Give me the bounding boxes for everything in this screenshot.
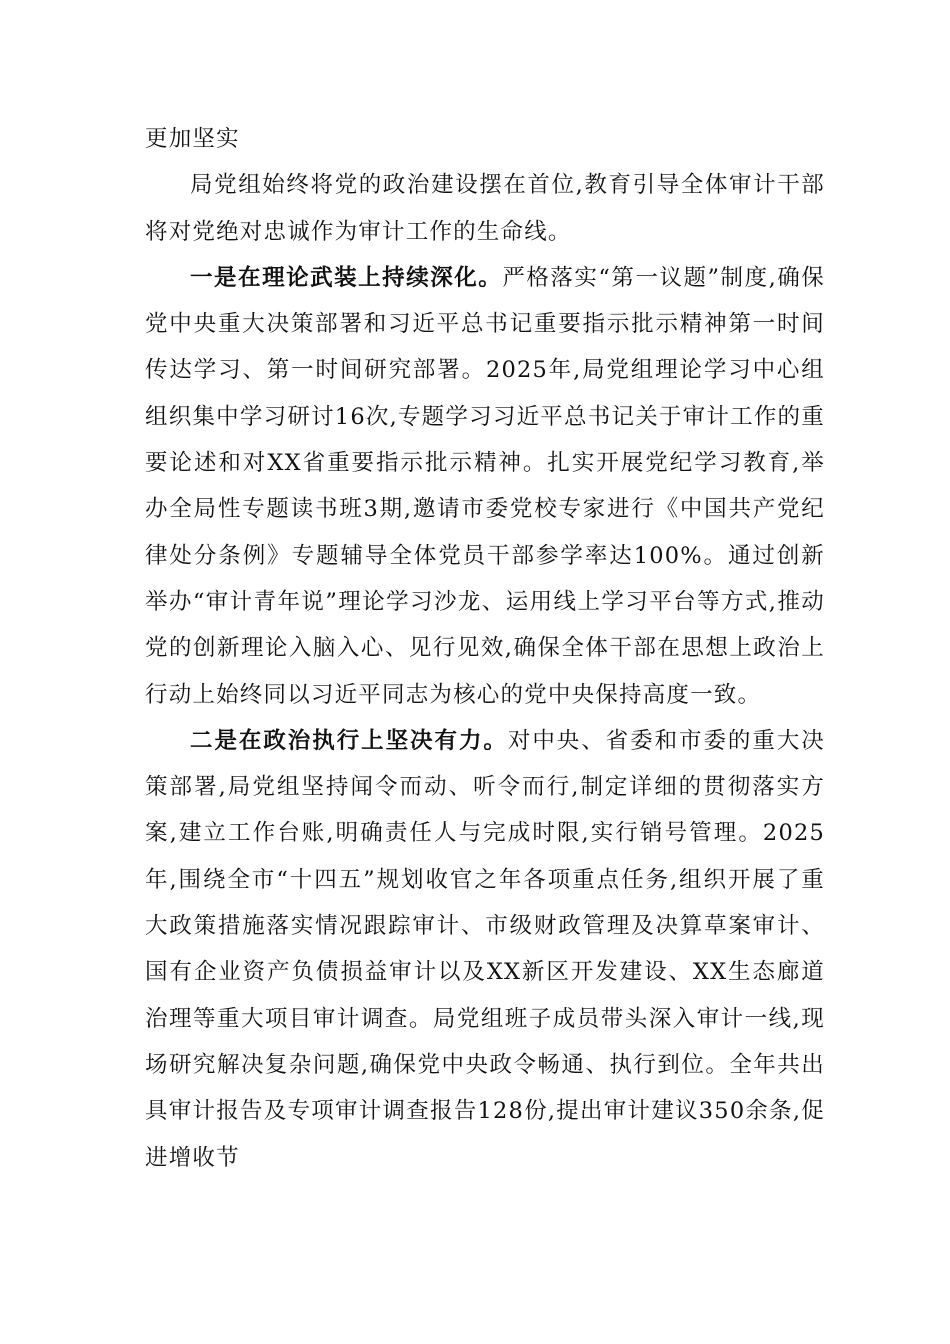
paragraph-intro bbox=[145, 162, 825, 255]
paragraph-text: 更加坚实 bbox=[145, 126, 240, 152]
paragraph-heading-fragment bbox=[145, 116, 825, 162]
paragraph-text: 对中央、省委和市委的重大决策部署,局党组坚持闻令而动、听令而行,制定详细的贯彻落实方案,建立工作台账,明确责任人与完成时限,实行销号管理。2025年,围绕全市“十四五”规划收官之年各项重点任务,组织开展了重大政策措施落实情况跟踪审计、市级财政管理及决算草案审计、国有企业资产负债损益审计以及XX新区开发建设、XX生态廊道治理等重大项目审计调查。局党组班子成员带头深入审计一线,现场研究解决复杂问题,确保党中央政令畅通、执行到位。全年共出具审计报告及专项审计调查报告128份,提出审计建议350余条,促进增收节 bbox=[145, 727, 825, 1171]
paragraph-theory bbox=[145, 255, 825, 718]
paragraph-execution bbox=[145, 718, 825, 1181]
paragraph-lead: 二是在政治执行上坚决有力。 bbox=[190, 727, 508, 754]
document-body bbox=[145, 116, 825, 1181]
paragraph-text: 局党组始终将党的政治建设摆在首位,教育引导全体审计干部将对党绝对忠诚作为审计工作的生命线。 bbox=[145, 172, 825, 245]
paragraph-text: 严格落实“第一议题”制度,确保党中央重大决策部署和习近平总书记重要指示批示精神第一时间传达学习、第一时间研究部署。2025年,局党组理论学习中心组组织集中学习研讨16次,专题学习习近平总书记关于审计工作的重要论述和对XX省重要指示批示精神。扎实开展党纪学习教育,举办全局性专题读书班3期,邀请市委党校专家进行《中国共产党纪律处分条例》专题辅导全体党员干部参学率达100%。通过创新举办“审计青年说”理论学习沙龙、运用线上学习平台等方式,推动党的创新理论入脑入心、见行见效,确保全体干部在思想上政治上行动上始终同以习近平同志为核心的党中央保持高度一致。 bbox=[145, 264, 825, 708]
paragraph-lead: 一是在理论武装上持续深化。 bbox=[190, 264, 503, 291]
